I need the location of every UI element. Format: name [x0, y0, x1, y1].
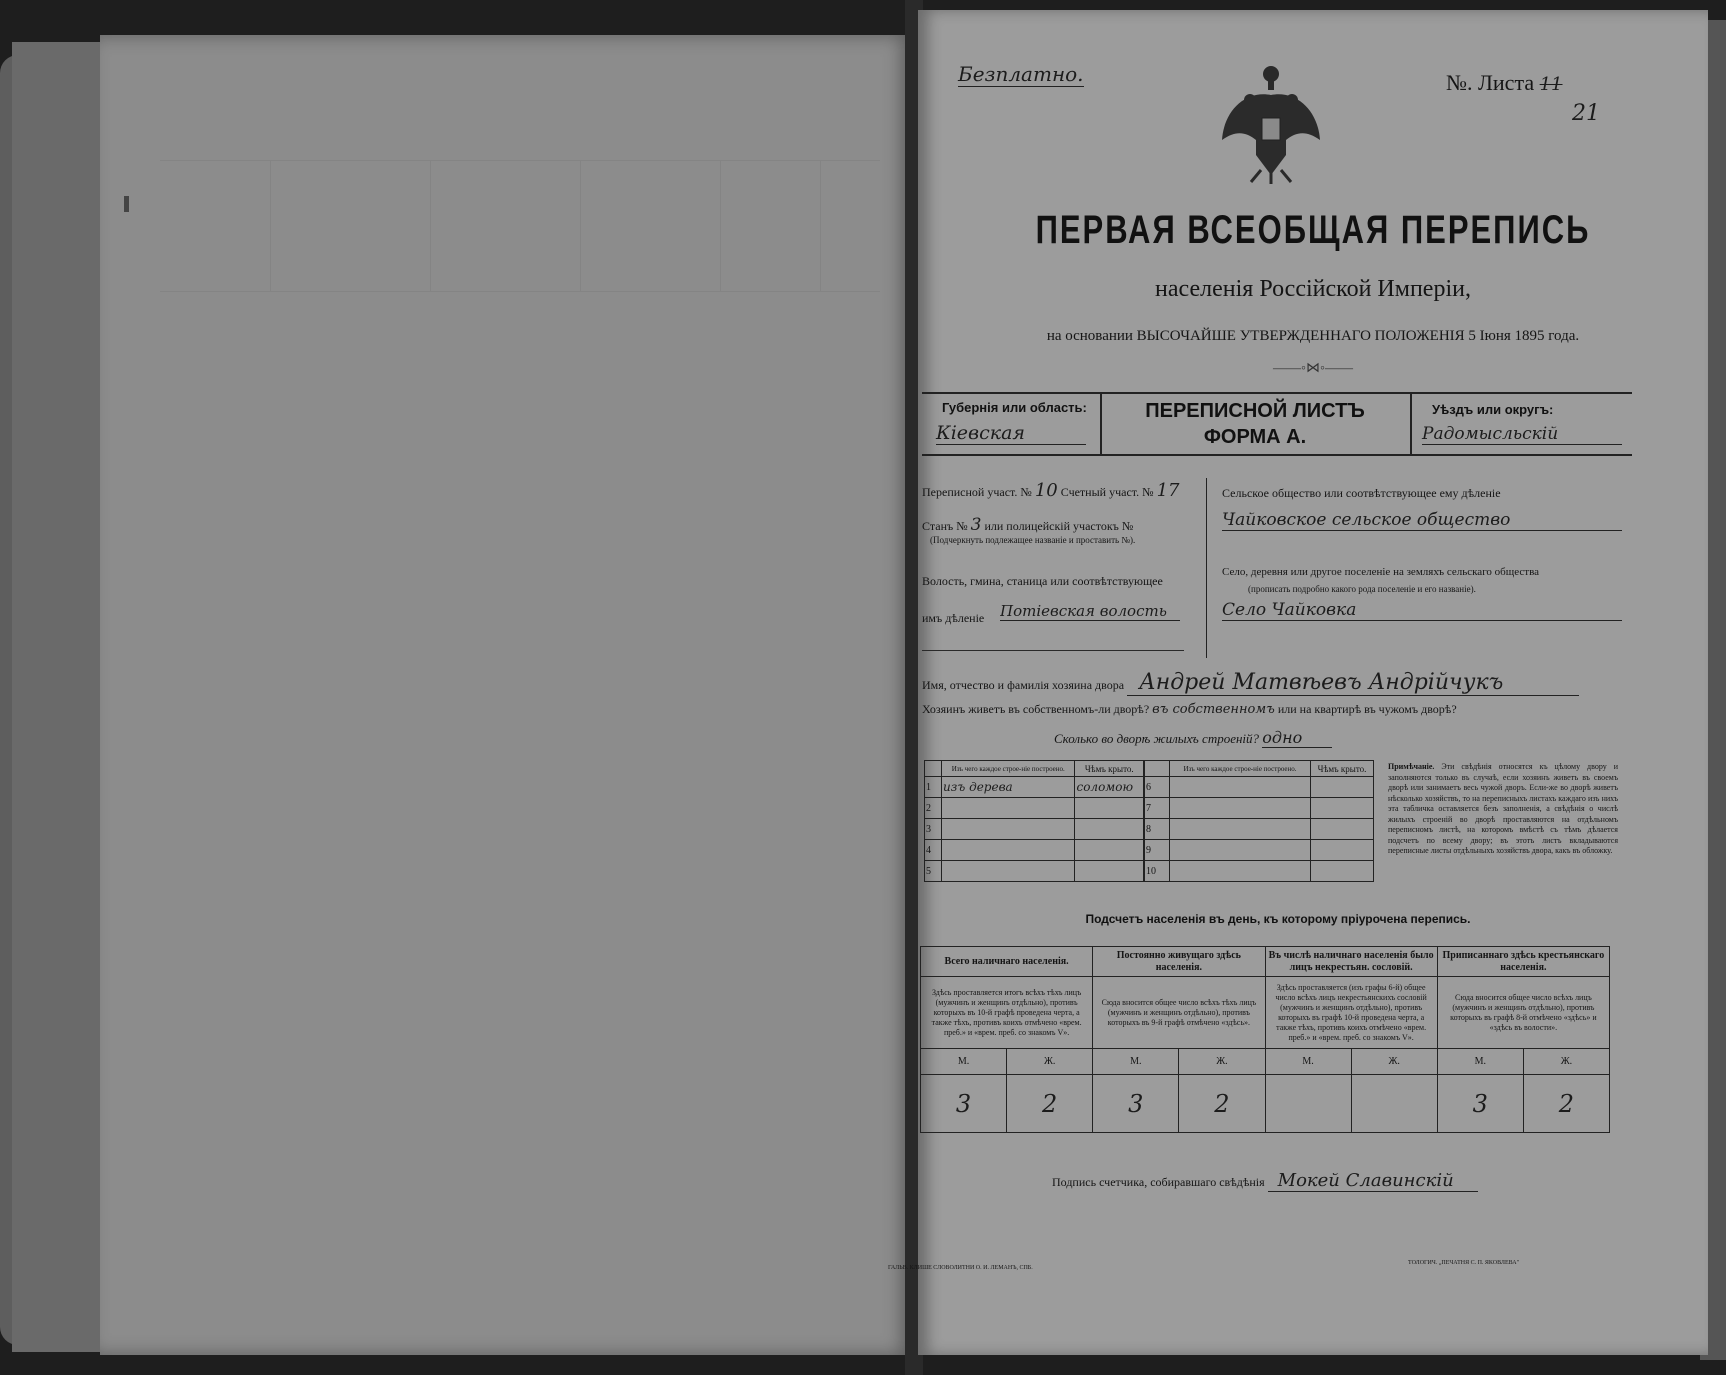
count-col-2-m: 3 [1093, 1075, 1179, 1133]
buildings-note-text: Эти свѣдѣнія относятся къ цѣлому двору и заполняются только въ случаѣ, если хозяинъ живетъ въ своемъ дворѣ или занимаетъ весь чужой дворъ. Если-же во дворѣ живетъ нѣсколько хозяйствъ, то на переписныхъ листахъ каждаго изъ нихъ эта табличка оставляется безъ заполненія, а свѣдѣнія о числѣ жилыхъ строеній во дворѣ проставляются на отдѣльномъ переписномъ листѣ, на которомъ вмѣстѣ съ тѣмъ дѣлается подсчетъ по всему двору; въ этотъ листъ вкладываются переписные листы отдѣльныхъ хозяйствъ двора, какъ въ обложку. [1388, 762, 1618, 855]
buildings-value: одно [1262, 728, 1332, 748]
row-num: 9 [1145, 840, 1170, 861]
row-num: 1 [925, 777, 942, 798]
count-col-2-desc: Сюда вносится общее число всѣхъ тѣхъ лицъ (мужчинъ и женщинъ отдѣльно), противъ которыхъ въ 9-й графѣ отмѣчено «здѣсь». [1093, 977, 1265, 1049]
signature-value: Мокей Славинскій [1268, 1170, 1478, 1192]
footer-imprint-right: ТОЛОГИЧ. „ПЕЧАТНЯ С. П. ЯКОВЛЕВА" [1408, 1260, 1520, 1266]
count-title: Подсчетъ населенія въ день, къ которому пріурочена перепись. [1085, 912, 1471, 926]
gubernia-label: Губернія или область: [942, 400, 1087, 415]
census-subtitle: населенія Россійской Имперіи, [1155, 276, 1471, 302]
buildings-col-material: Изъ чего каждое строе-ніе построено. [1170, 761, 1311, 777]
row-roof [1075, 798, 1144, 819]
count-zh-label: Ж. [1351, 1049, 1437, 1075]
schetny-uchast-value: 17 [1156, 480, 1180, 501]
census-main-title: ПЕРВАЯ ВСЕОБЩАЯ ПЕРЕПИСЬ [1035, 206, 1591, 253]
count-col-4-desc: Сюда вносится общее число всѣхъ лицъ (мужчинъ и женщинъ отдѣльно), противъ которыхъ въ графѣ 8-й отмѣчено «здѣсь» и «здѣсь въ волости». [1437, 977, 1609, 1049]
count-col-4-header: Приписаннаго здѣсь крестьянскаго населенія. [1437, 947, 1609, 977]
row-num: 7 [1145, 798, 1170, 819]
buildings-row: Сколько во дворѣ жилыхъ строеній? одно [1054, 728, 1332, 748]
count-m-label: М. [1093, 1049, 1179, 1075]
count-m-label: М. [1265, 1049, 1351, 1075]
form-header-box [922, 392, 1632, 456]
row-roof: соломою [1075, 777, 1144, 798]
row-material [942, 861, 1075, 882]
buildings-col-roof: Чѣмъ крыто. [1311, 761, 1374, 777]
form-title: ПЕРЕПИСНОЙ ЛИСТЪ [1145, 400, 1365, 422]
buildings-note-title: Примѣчаніе. [1388, 762, 1435, 771]
row-material [942, 840, 1075, 861]
row-roof [1075, 840, 1144, 861]
volost-blank-line [922, 650, 1184, 651]
row-num: 8 [1145, 819, 1170, 840]
count-col-1-header: Всего наличнаго населенія. [921, 947, 1093, 977]
selo-label: Село, деревня или другое поселеніе на земляхъ сельскаго общества [1222, 566, 1540, 578]
count-col-3-zh [1351, 1075, 1437, 1133]
row-num: 10 [1145, 861, 1170, 882]
owner-row: Имя, отчество и фамилія хозяина двора Андрей Матвѣевъ Андрійчукъ [922, 670, 1579, 696]
buildings-table-left [924, 760, 1144, 882]
buildings-col-roof: Чѣмъ крыто. [1075, 761, 1144, 777]
header-divider-right [1410, 394, 1412, 454]
count-col-3-m [1265, 1075, 1351, 1133]
row-material [942, 798, 1075, 819]
selo-note: (прописать подробно какого рода поселеніе и его названіе). [1248, 584, 1476, 594]
uezd-value: Радомысльскій [1422, 424, 1622, 445]
buildings-col-num [925, 761, 942, 777]
uezd-label: Уѣздъ или округъ: [1432, 402, 1554, 417]
volost-label: Волость, гмина, станица или соотвѣтствующее [922, 574, 1163, 588]
count-col-4-zh: 2 [1523, 1075, 1609, 1133]
count-col-3-desc: Здѣсь проставляется (изъ графы 6-й) общее число всѣхъ лицъ некрестьянскихъ сословій (мужчинъ и женщинъ отдѣльно), противъ которыхъ въ графѣ 10-й проведена черта, а также тѣхъ, противъ коихъ отмѣчено «врем. преб.» и «врем. преб. со знакомъ V». [1265, 977, 1437, 1049]
count-zh-label: Ж. [1523, 1049, 1609, 1075]
census-basis-line: на основании ВЫСОЧАЙШЕ УТВЕРЖДЕННАГО ПОЛОЖЕНІЯ 5 Іюня 1895 года. [1046, 328, 1580, 344]
census-form-page [888, 10, 1708, 1355]
margin-mark [124, 196, 129, 212]
stan-value: 3 [970, 515, 982, 535]
free-label: Безплатно. [958, 62, 1084, 86]
count-col-4-m: 3 [1437, 1075, 1523, 1133]
count-zh-label: Ж. [1179, 1049, 1265, 1075]
row-num: 6 [1145, 777, 1170, 798]
bleed-through-table [160, 160, 880, 292]
count-col-3-header: Въ числѣ наличнаго населенія было лицъ некрестьян. сословій. [1265, 947, 1437, 977]
row-num: 3 [925, 819, 942, 840]
stan-note: (Подчеркнуть подлежащее названіе и проставить №). [930, 535, 1136, 545]
row-num: 5 [925, 861, 942, 882]
selskoe-value: Чайковское сельское общество [1222, 510, 1622, 531]
perepis-uchast-value: 10 [1034, 480, 1058, 501]
count-col-1-zh: 2 [1007, 1075, 1093, 1133]
row-roof [1075, 861, 1144, 882]
owner-value: Андрей Матвѣевъ Андрійчукъ [1127, 670, 1579, 696]
field-column-divider [1206, 478, 1207, 658]
row-num: 4 [925, 840, 942, 861]
volost-label-2: имъ дѣленіе [922, 611, 985, 625]
stan-row: Станъ № 3 или полицейскій участокъ № [922, 515, 1134, 535]
buildings-col-num [1145, 761, 1170, 777]
footer-imprint-left: ГАЛЬВ. КЛИШЕ СЛОВОЛИТНИ О. И. ЛЕМАНЪ, СПБ. [888, 1265, 1033, 1271]
buildings-note [1388, 762, 1618, 857]
row-roof [1075, 819, 1144, 840]
count-m-label: М. [1437, 1049, 1523, 1075]
selo-value: Село Чайковка [1222, 600, 1622, 621]
form-subtitle: ФОРМА А. [1203, 426, 1307, 448]
lives-row: Хозяинъ живетъ въ собственномъ-ли дворѣ? въ собственномъ или на квартирѣ въ чужомъ дворѣ? [922, 702, 1457, 717]
volost-value: Потіевская волость [1000, 602, 1180, 621]
sheet-number-label: №. Листа 11 21 [1446, 70, 1601, 126]
count-col-2-zh: 2 [1179, 1075, 1265, 1133]
signature-row: Подпись счетчика, собиравшаго свѣдѣнія Мокей Славинскій [1052, 1170, 1478, 1192]
sheet-number-struck: 11 [1539, 74, 1563, 95]
title-divider: ——◦⋈◦—— [1273, 361, 1353, 376]
count-table [920, 946, 1610, 1133]
imperial-eagle-crest-icon [1216, 60, 1326, 185]
perepis-uchast-row: Переписной участ. № 10 Счетный участ. № 17 [922, 480, 1180, 501]
count-col-1-desc: Здѣсь проставляется итогъ всѣхъ тѣхъ лицъ (мужчинъ и женщинъ отдѣльно), противъ которыхъ въ 10-й графѣ проведена черта, а также тѣхъ, противъ коихъ отмѣчено «врем. преб.» и «врем. преб. со знакомъ V». [921, 977, 1093, 1049]
count-col-2-header: Постоянно живущаго здѣсь населенія. [1093, 947, 1265, 977]
count-zh-label: Ж. [1007, 1049, 1093, 1075]
row-num: 2 [925, 798, 942, 819]
row-material [942, 819, 1075, 840]
count-col-1-m: 3 [921, 1075, 1007, 1133]
count-m-label: М. [921, 1049, 1007, 1075]
lives-value: въ собственномъ [1152, 702, 1275, 717]
row-material: изъ дерева [942, 777, 1075, 798]
sheet-number-value: 21 [1572, 101, 1601, 126]
buildings-table-right [1144, 760, 1374, 882]
selskoe-label: Сельское общество или соотвѣтствующее ему дѣленіе [1222, 486, 1501, 500]
buildings-col-material: Изъ чего каждое строе-ніе построено. [942, 761, 1075, 777]
gubernia-value: Кіевская [936, 422, 1086, 445]
